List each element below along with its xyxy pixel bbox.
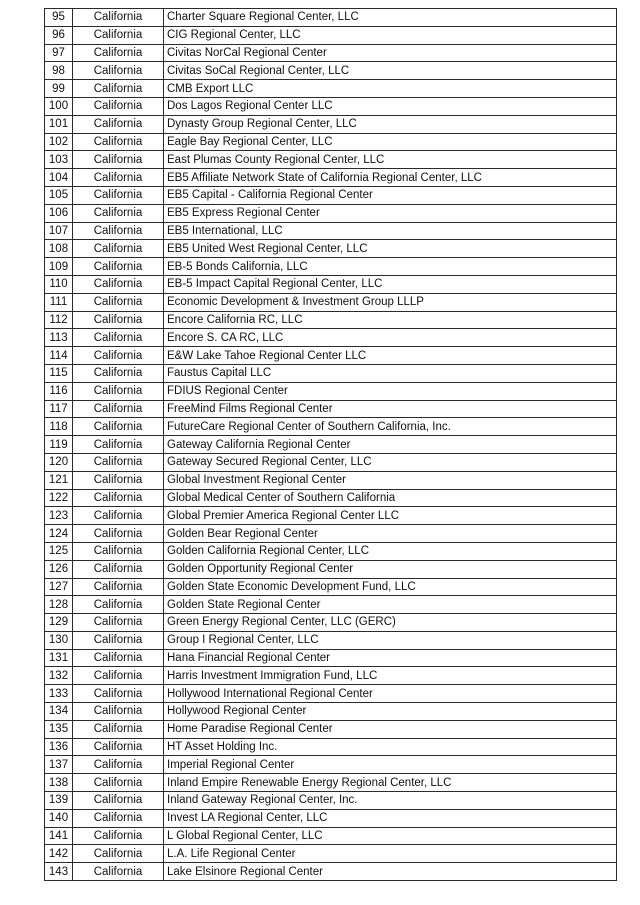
table-row [45,471,617,489]
table-row [45,649,617,667]
state-cell: California [73,44,164,62]
regional-center-name-cell: Golden California Regional Center, LLC [164,542,617,560]
regional-center-table-container [44,8,616,881]
state-cell: California [73,809,164,827]
regional-center-name-cell: Harris Investment Immigration Fund, LLC [164,667,617,685]
table-row [45,596,617,614]
table-row [45,133,617,151]
table-row [45,845,617,863]
row-number-cell: 95 [45,9,73,27]
table-row [45,115,617,133]
table-row [45,525,617,543]
state-cell: California [73,382,164,400]
table-row [45,240,617,258]
table-row [45,436,617,454]
state-cell: California [73,97,164,115]
state-cell: California [73,471,164,489]
regional-center-name-cell: EB5 International, LLC [164,222,617,240]
row-number-cell: 125 [45,542,73,560]
state-cell: California [73,133,164,151]
regional-center-name-cell: Hollywood Regional Center [164,703,617,721]
row-number-cell: 100 [45,97,73,115]
regional-center-name-cell: FDIUS Regional Center [164,382,617,400]
state-cell: California [73,453,164,471]
row-number-cell: 127 [45,578,73,596]
table-row [45,792,617,810]
row-number-cell: 120 [45,453,73,471]
row-number-cell: 128 [45,596,73,614]
state-cell: California [73,293,164,311]
row-number-cell: 122 [45,489,73,507]
row-number-cell: 131 [45,649,73,667]
row-number-cell: 102 [45,133,73,151]
state-cell: California [73,631,164,649]
table-row [45,720,617,738]
regional-center-name-cell: Dynasty Group Regional Center, LLC [164,115,617,133]
regional-center-name-cell: Charter Square Regional Center, LLC [164,9,617,27]
table-row [45,26,617,44]
state-cell: California [73,311,164,329]
table-row [45,44,617,62]
regional-center-name-cell: Economic Development & Investment Group LLLP [164,293,617,311]
table-row [45,80,617,98]
table-row [45,738,617,756]
state-cell: California [73,560,164,578]
row-number-cell: 132 [45,667,73,685]
regional-center-name-cell: Eagle Bay Regional Center, LLC [164,133,617,151]
table-row [45,614,617,632]
regional-center-name-cell: Golden Opportunity Regional Center [164,560,617,578]
regional-center-name-cell: Gateway Secured Regional Center, LLC [164,453,617,471]
row-number-cell: 138 [45,774,73,792]
state-cell: California [73,151,164,169]
regional-center-name-cell: Hollywood International Regional Center [164,685,617,703]
row-number-cell: 105 [45,186,73,204]
row-number-cell: 126 [45,560,73,578]
state-cell: California [73,62,164,80]
table-row [45,703,617,721]
regional-center-table [44,8,617,881]
state-cell: California [73,685,164,703]
regional-center-name-cell: Civitas SoCal Regional Center, LLC [164,62,617,80]
table-row [45,97,617,115]
table-row [45,222,617,240]
row-number-cell: 103 [45,151,73,169]
regional-center-name-cell: Global Medical Center of Southern California [164,489,617,507]
state-cell: California [73,738,164,756]
state-cell: California [73,364,164,382]
row-number-cell: 124 [45,525,73,543]
table-row [45,863,617,881]
table-row [45,453,617,471]
regional-center-name-cell: FutureCare Regional Center of Southern California, Inc. [164,418,617,436]
row-number-cell: 108 [45,240,73,258]
regional-center-name-cell: CIG Regional Center, LLC [164,26,617,44]
state-cell: California [73,186,164,204]
row-number-cell: 134 [45,703,73,721]
row-number-cell: 142 [45,845,73,863]
state-cell: California [73,525,164,543]
row-number-cell: 104 [45,169,73,187]
row-number-cell: 143 [45,863,73,881]
regional-center-name-cell: L Global Regional Center, LLC [164,827,617,845]
regional-center-name-cell: East Plumas County Regional Center, LLC [164,151,617,169]
regional-center-name-cell: Lake Elsinore Regional Center [164,863,617,881]
table-row [45,151,617,169]
table-row [45,258,617,276]
row-number-cell: 135 [45,720,73,738]
state-cell: California [73,792,164,810]
state-cell: California [73,649,164,667]
table-row [45,364,617,382]
table-row [45,204,617,222]
state-cell: California [73,596,164,614]
state-cell: California [73,436,164,454]
regional-center-name-cell: Home Paradise Regional Center [164,720,617,738]
table-row [45,560,617,578]
table-row [45,382,617,400]
state-cell: California [73,258,164,276]
state-cell: California [73,115,164,133]
regional-center-name-cell: E&W Lake Tahoe Regional Center LLC [164,347,617,365]
row-number-cell: 130 [45,631,73,649]
table-row [45,62,617,80]
table-row [45,507,617,525]
state-cell: California [73,827,164,845]
row-number-cell: 139 [45,792,73,810]
regional-center-name-cell: EB-5 Bonds California, LLC [164,258,617,276]
row-number-cell: 106 [45,204,73,222]
row-number-cell: 141 [45,827,73,845]
regional-center-name-cell: EB5 Affiliate Network State of California Regional Center, LLC [164,169,617,187]
regional-center-name-cell: Imperial Regional Center [164,756,617,774]
regional-center-name-cell: Inland Gateway Regional Center, Inc. [164,792,617,810]
table-row [45,667,617,685]
row-number-cell: 114 [45,347,73,365]
state-cell: California [73,756,164,774]
state-cell: California [73,667,164,685]
regional-center-name-cell: Global Premier America Regional Center LLC [164,507,617,525]
regional-center-name-cell: Civitas NorCal Regional Center [164,44,617,62]
regional-center-name-cell: EB-5 Impact Capital Regional Center, LLC [164,275,617,293]
table-row [45,774,617,792]
regional-center-name-cell: Faustus Capital LLC [164,364,617,382]
row-number-cell: 136 [45,738,73,756]
state-cell: California [73,26,164,44]
regional-center-name-cell: EB5 Capital - California Regional Center [164,186,617,204]
row-number-cell: 111 [45,293,73,311]
regional-center-name-cell: Golden State Regional Center [164,596,617,614]
regional-center-name-cell: Golden State Economic Development Fund, LLC [164,578,617,596]
regional-center-name-cell: Global Investment Regional Center [164,471,617,489]
row-number-cell: 97 [45,44,73,62]
regional-center-name-cell: Hana Financial Regional Center [164,649,617,667]
table-row [45,489,617,507]
regional-center-name-cell: Group I Regional Center, LLC [164,631,617,649]
row-number-cell: 109 [45,258,73,276]
table-row [45,809,617,827]
table-row [45,329,617,347]
row-number-cell: 119 [45,436,73,454]
row-number-cell: 113 [45,329,73,347]
regional-center-name-cell: L.A. Life Regional Center [164,845,617,863]
row-number-cell: 98 [45,62,73,80]
state-cell: California [73,275,164,293]
state-cell: California [73,80,164,98]
state-cell: California [73,240,164,258]
regional-center-name-cell: Invest LA Regional Center, LLC [164,809,617,827]
row-number-cell: 101 [45,115,73,133]
state-cell: California [73,418,164,436]
table-row [45,186,617,204]
state-cell: California [73,507,164,525]
table-row [45,275,617,293]
state-cell: California [73,578,164,596]
table-body [45,9,617,881]
row-number-cell: 107 [45,222,73,240]
row-number-cell: 117 [45,400,73,418]
table-row [45,542,617,560]
row-number-cell: 96 [45,26,73,44]
row-number-cell: 121 [45,471,73,489]
table-row [45,293,617,311]
table-row [45,631,617,649]
state-cell: California [73,400,164,418]
state-cell: California [73,489,164,507]
row-number-cell: 129 [45,614,73,632]
state-cell: California [73,845,164,863]
row-number-cell: 99 [45,80,73,98]
regional-center-name-cell: Dos Lagos Regional Center LLC [164,97,617,115]
table-row [45,827,617,845]
row-number-cell: 140 [45,809,73,827]
regional-center-name-cell: Gateway California Regional Center [164,436,617,454]
state-cell: California [73,720,164,738]
state-cell: California [73,703,164,721]
table-row [45,9,617,27]
row-number-cell: 115 [45,364,73,382]
row-number-cell: 116 [45,382,73,400]
regional-center-name-cell: Golden Bear Regional Center [164,525,617,543]
state-cell: California [73,542,164,560]
table-row [45,418,617,436]
regional-center-name-cell: HT Asset Holding Inc. [164,738,617,756]
state-cell: California [73,222,164,240]
regional-center-name-cell: Green Energy Regional Center, LLC (GERC) [164,614,617,632]
state-cell: California [73,9,164,27]
row-number-cell: 118 [45,418,73,436]
row-number-cell: 137 [45,756,73,774]
table-row [45,578,617,596]
row-number-cell: 133 [45,685,73,703]
state-cell: California [73,169,164,187]
table-row [45,400,617,418]
state-cell: California [73,329,164,347]
regional-center-name-cell: EB5 United West Regional Center, LLC [164,240,617,258]
regional-center-name-cell: FreeMind Films Regional Center [164,400,617,418]
state-cell: California [73,614,164,632]
row-number-cell: 110 [45,275,73,293]
row-number-cell: 123 [45,507,73,525]
state-cell: California [73,204,164,222]
regional-center-name-cell: EB5 Express Regional Center [164,204,617,222]
regional-center-name-cell: Encore S. CA RC, LLC [164,329,617,347]
state-cell: California [73,863,164,881]
table-row [45,756,617,774]
table-row [45,311,617,329]
state-cell: California [73,347,164,365]
table-row [45,347,617,365]
table-row [45,169,617,187]
regional-center-name-cell: Encore California RC, LLC [164,311,617,329]
table-row [45,685,617,703]
state-cell: California [73,774,164,792]
regional-center-name-cell: CMB Export LLC [164,80,617,98]
row-number-cell: 112 [45,311,73,329]
regional-center-name-cell: Inland Empire Renewable Energy Regional Center, LLC [164,774,617,792]
